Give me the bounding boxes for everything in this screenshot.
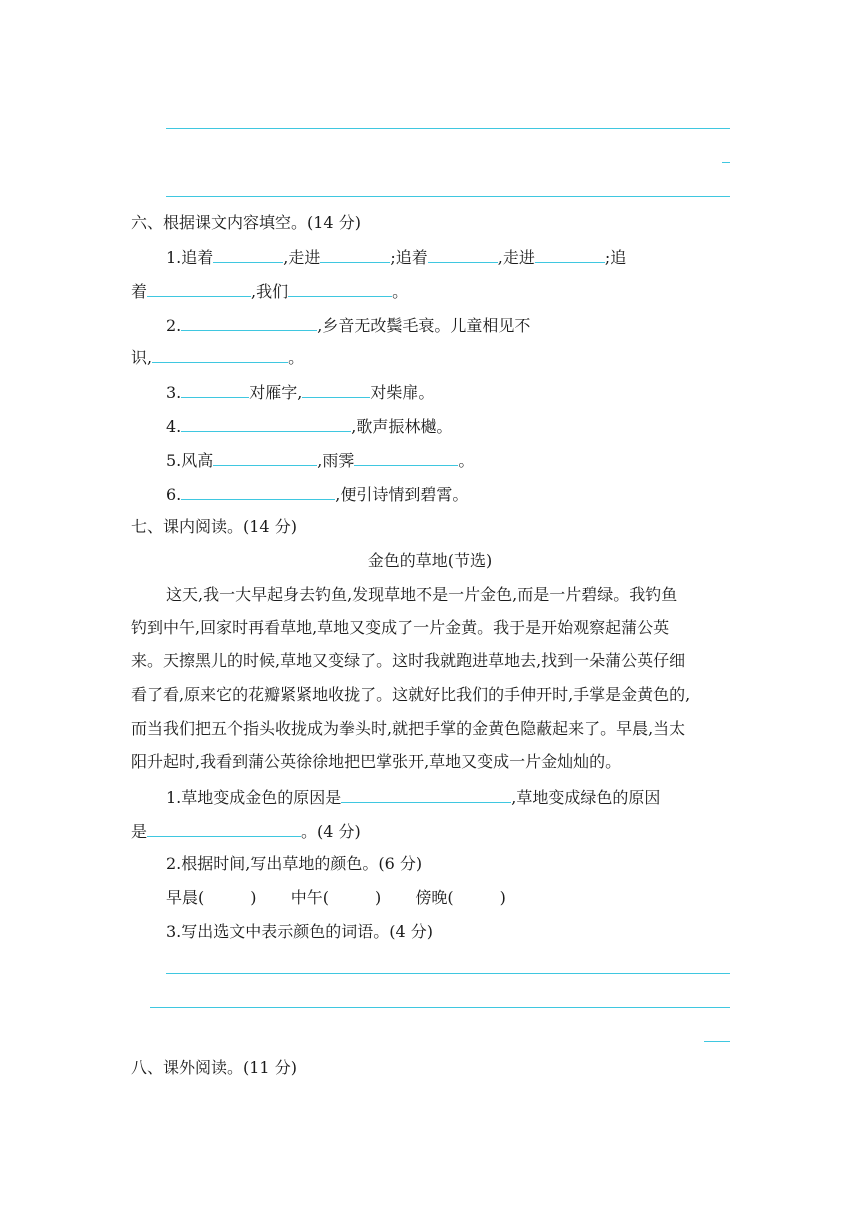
passage-line: 这天,我一大早起身去钓鱼,发现草地不是一片金色,而是一片碧绿。我钓鱼 [166, 585, 678, 604]
question-6-5: 5.风高 ,雨霁 。 [166, 451, 475, 470]
fill-blank[interactable] [354, 449, 458, 466]
fill-blank[interactable] [181, 483, 335, 500]
passage-line: 看了看,原来它的花瓣紧紧地收拢了。这就好比我们的手伸开时,手掌是金黄色的, [131, 685, 691, 704]
fill-blank[interactable] [181, 415, 351, 432]
fill-blank[interactable] [152, 346, 288, 363]
question-6-3: 3. 对雁字, 对柴扉。 [166, 383, 435, 402]
passage-line: 而当我们把五个指头收拢成为拳头时,就把手掌的金黄色隐蔽起来了。早晨,当太 [131, 719, 686, 738]
fill-blank[interactable] [302, 381, 370, 398]
section-6-heading: 六、根据课文内容填空。(14 分) [131, 213, 361, 232]
answer-line[interactable] [150, 1007, 730, 1008]
fill-blank[interactable] [341, 786, 511, 803]
fill-blank[interactable] [535, 246, 605, 263]
question-6-1: 1.追着 ,走进 ;追着 ,走进 ;追 [166, 248, 627, 267]
question-6-1-cont: 着 ,我们 。 [131, 282, 409, 301]
fill-blank[interactable] [288, 280, 392, 297]
fill-blank[interactable] [428, 246, 498, 263]
question-7-3: 3.写出选文中表示颜色的词语。(4 分) [166, 922, 434, 941]
question-7-1-cont: 是 。(4 分) [131, 822, 361, 841]
answer-line [166, 196, 730, 197]
question-6-2: 2. ,乡音无改鬓毛衰。儿童相见不 [166, 316, 531, 335]
question-6-4: 4. ,歌声振林樾。 [166, 417, 453, 436]
passage-line: 来。天擦黑儿的时候,草地又变绿了。这时我就跑进草地去,找到一朵蒲公英仔细 [131, 651, 686, 670]
section-8-heading: 八、课外阅读。(11 分) [131, 1058, 297, 1077]
section-7-heading: 七、课内阅读。(14 分) [131, 517, 297, 536]
passage-title: 金色的草地(节选) [367, 551, 493, 570]
fill-blank[interactable] [320, 246, 390, 263]
question-6-2-cont: 识, 。 [131, 348, 305, 367]
question-7-1: 1.草地变成金色的原因是 ,草地变成绿色的原因 [166, 788, 661, 807]
fill-blank[interactable] [181, 314, 317, 331]
fill-blank[interactable] [213, 246, 283, 263]
fill-blank[interactable] [147, 280, 251, 297]
color-answers: 早晨( ) 中午( ) 傍晚( ) [166, 888, 506, 907]
passage-line: 钓到中午,回家时再看草地,草地又变成了一片金黄。我于是开始观察起蒲公英 [131, 618, 670, 637]
fill-blank[interactable] [181, 381, 249, 398]
question-6-6: 6. ,便引诗情到碧霄。 [166, 485, 469, 504]
fill-blank[interactable] [147, 820, 301, 837]
passage-line: 阳升起时,我看到蒲公英徐徐地把巴掌张开,草地又变成一片金灿灿的。 [131, 752, 622, 771]
question-7-2: 2.根据时间,写出草地的颜色。(6 分) [166, 854, 423, 873]
answer-line[interactable] [704, 1041, 730, 1042]
fill-blank[interactable] [213, 449, 317, 466]
answer-line[interactable] [166, 973, 730, 974]
answer-line [722, 162, 730, 163]
answer-line [166, 128, 730, 129]
